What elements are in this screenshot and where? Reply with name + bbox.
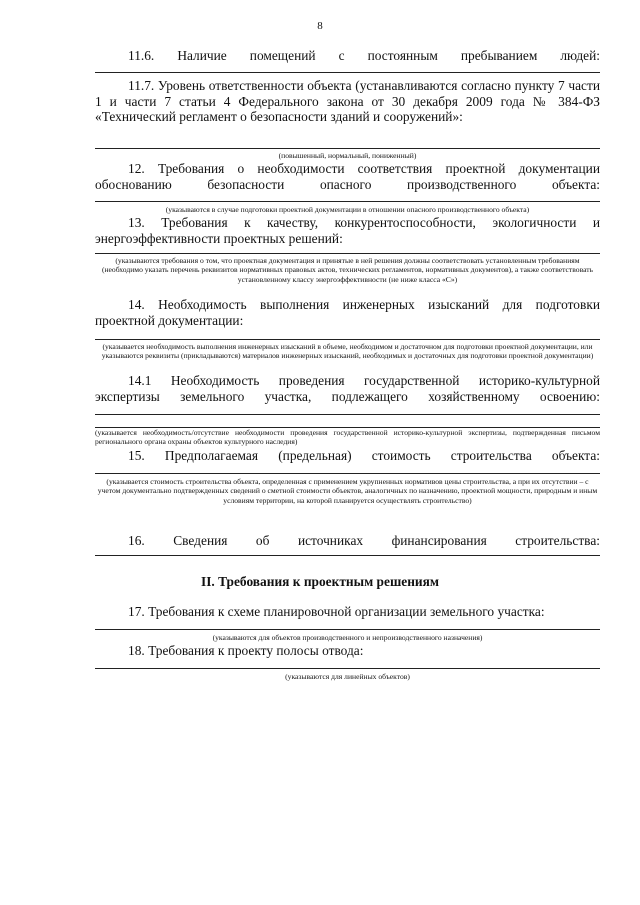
fill-line [95, 629, 600, 630]
clause-14-1-note: (указывается необходимость/отсутствие необходимости проведения государственной историко-культурной экспертизы, подтвержденная письмом регионального органа охраны объектов культурного наследия) [95, 428, 600, 447]
clause-14-text: 14. Необходимость выполнения инженерных изысканий для подготовки проектной документации: [95, 297, 600, 328]
clause-11-6-text: 11.6. Наличие помещений с постоянным пребыванием людей: [128, 48, 600, 63]
clause-15-note: (указывается стоимость строительства объекта, определенная с применением укрупненных нормативов цены строительства, а при их отсутствии – с учетом документально подтвержденных сведений о сметной стоимости объектов, аналогичных по назначению, проектной мощности, природным и иным условиям территории, на которой планируется осуществлять строительство) [97, 477, 598, 505]
fill-line [95, 201, 600, 202]
clause-13-note: (указываются требования о том, что проектная документация и принятые в ней решения должны соответствовать установленным требованиям (необходимо указать перечень реквизитов нормативных правовых актов, технических регламентов, нормативных документов), а также соответствовать установленному классу энергоэффективности (не ниже класса «С») [101, 256, 594, 284]
clause-15-text: 15. Предполагаемая (предельная) стоимость строительства объекта: [128, 448, 600, 463]
fill-line [95, 72, 600, 73]
fill-line [95, 339, 600, 340]
fill-line [95, 414, 600, 415]
clause-11-7-note: (повышенный, нормальный, пониженный) [278, 151, 417, 160]
clause-18-note: (указываются для линейных объектов) [285, 672, 410, 681]
fill-line [95, 148, 600, 149]
clause-15 [95, 448, 600, 464]
clause-14-note: (указывается необходимость выполнения инженерных изысканий в объеме, необходимом и достаточном для подготовки проектной документации, или указываются реквизиты (прикладываются) материалов инженерных изысканий, необходимых и достаточных для подготовки проектной документации) [101, 342, 594, 361]
fill-line [95, 253, 600, 254]
clause-14 [95, 297, 600, 328]
clause-18-text: 18. Требования к проекту полосы отвода: [128, 643, 364, 658]
fill-line [95, 473, 600, 474]
clause-11-6 [95, 48, 600, 64]
clause-12 [95, 161, 600, 192]
clause-16-text: 16. Сведения об источниках финансирования строительства: [128, 533, 600, 548]
clause-11-7 [95, 78, 600, 125]
clause-17-text: 17. Требования к схеме планировочной организации земельного участка: [128, 604, 545, 619]
clause-18 [95, 643, 600, 659]
clause-13 [95, 215, 600, 246]
clause-17 [95, 604, 600, 620]
fill-line [95, 555, 600, 556]
clause-14-1 [95, 373, 600, 404]
section-title: II. Требования к проектным решениям [201, 574, 439, 589]
page-number: 8 [317, 20, 323, 32]
clause-11-7-text: 11.7. Уровень ответственности объекта (устанавливаются согласно пункту 7 части 1 и части 7 статьи 4 Федерального закона от 30 декабря 2009 года № 384-ФЗ «Технический регламент о безопасности зданий и сооружений»: [95, 78, 600, 124]
clause-17-note: (указываются для объектов производственного и непроизводственного назначения) [212, 633, 483, 642]
clause-16 [95, 533, 600, 549]
clause-13-text: 13. Требования к качеству, конкурентоспособности, экологичности и энергоэффективности проектных решений: [95, 215, 600, 246]
clause-12-note: (указываются в случае подготовки проектной документации в отношении опасного производственного объекта) [165, 205, 530, 214]
clause-14-1-text: 14.1 Необходимость проведения государственной историко-культурной экспертизы земельного участка, подлежащего хозяйственному освоению: [95, 373, 600, 404]
fill-line [95, 668, 600, 669]
clause-12-text: 12. Требования о необходимости соответствия проектной документации обоснованию безопасности опасного производственного объекта: [95, 161, 600, 192]
